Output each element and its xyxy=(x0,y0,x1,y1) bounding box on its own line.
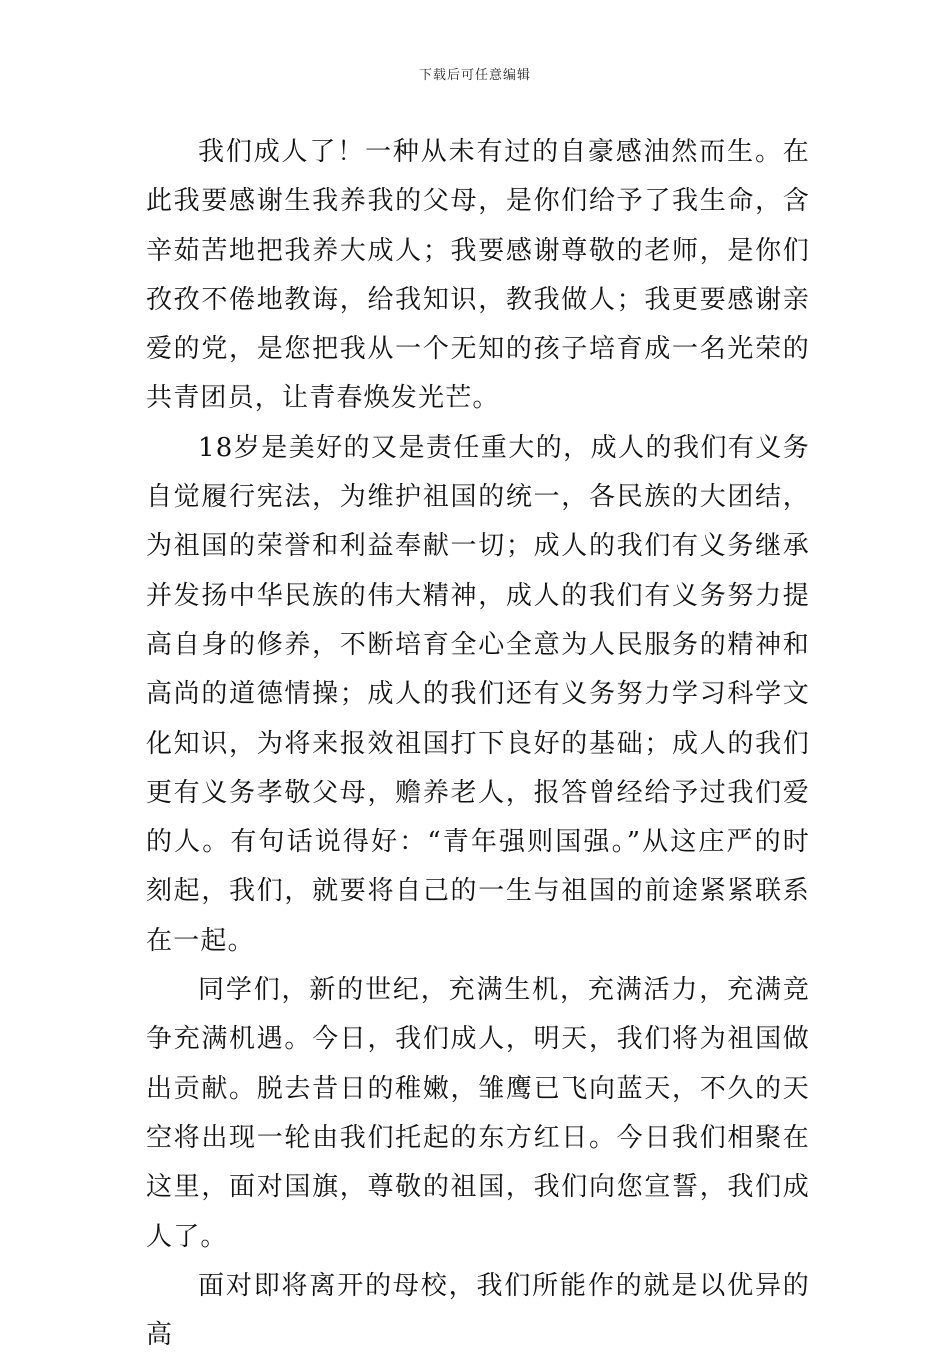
document-body xyxy=(146,128,810,1360)
page-header: 下载后可任意编辑 xyxy=(418,68,531,83)
paragraph-4: 面对即将离开的母校，我们所能作的就是以优异的高 xyxy=(146,1270,810,1351)
paragraph-1: 我们成人了！一种从未有过的自豪感油然而生。在此我要感谢生我养我的父母，是你们给予了我生命，含辛茹苦地把我养大成人；我要感谢尊敬的老师，是你们孜孜不倦地教诲，给我知识，教我做人；我更要感谢亲爱的党，是您把我从一个无知的孩子培育成一名光荣的共青团员，让青春焕发光芒。 xyxy=(146,137,810,414)
paragraph-3: 同学们，新的世纪，充满生机，充满活力，充满竞争充满机遇。今日，我们成人，明天，我们将为祖国做出贡献。脱去昔日的稚嫩，雏鹰已飞向蓝天，不久的天空将出现一轮由我们托起的东方红日。今日我们相聚在这里，面对国旗，尊敬的祖国，我们向您宣誓，我们成人了。 xyxy=(146,975,810,1252)
paragraph-2: 18岁是美好的又是责任重大的，成人的我们有义务自觉履行宪法，为维护祖国的统一，各民族的大团结，为祖国的荣誉和利益奉献一切；成人的我们有义务继承并发扬中华民族的伟大精神，成人的我们有义务努力提高自身的修养，不断培育全心全意为人民服务的精神和高尚的道德情操；成人的我们还有义务努力学习科学文化知识，为将来报效祖国打下良好的基础；成人的我们更有义务孝敬父母，赡养老人，报答曾经给予过我们爱的人。有句话说得好：“青年强则国强。”从这庄严的时刻起，我们，就要将自己的一生与祖国的前途紧紧联系在一起。 xyxy=(146,432,810,956)
